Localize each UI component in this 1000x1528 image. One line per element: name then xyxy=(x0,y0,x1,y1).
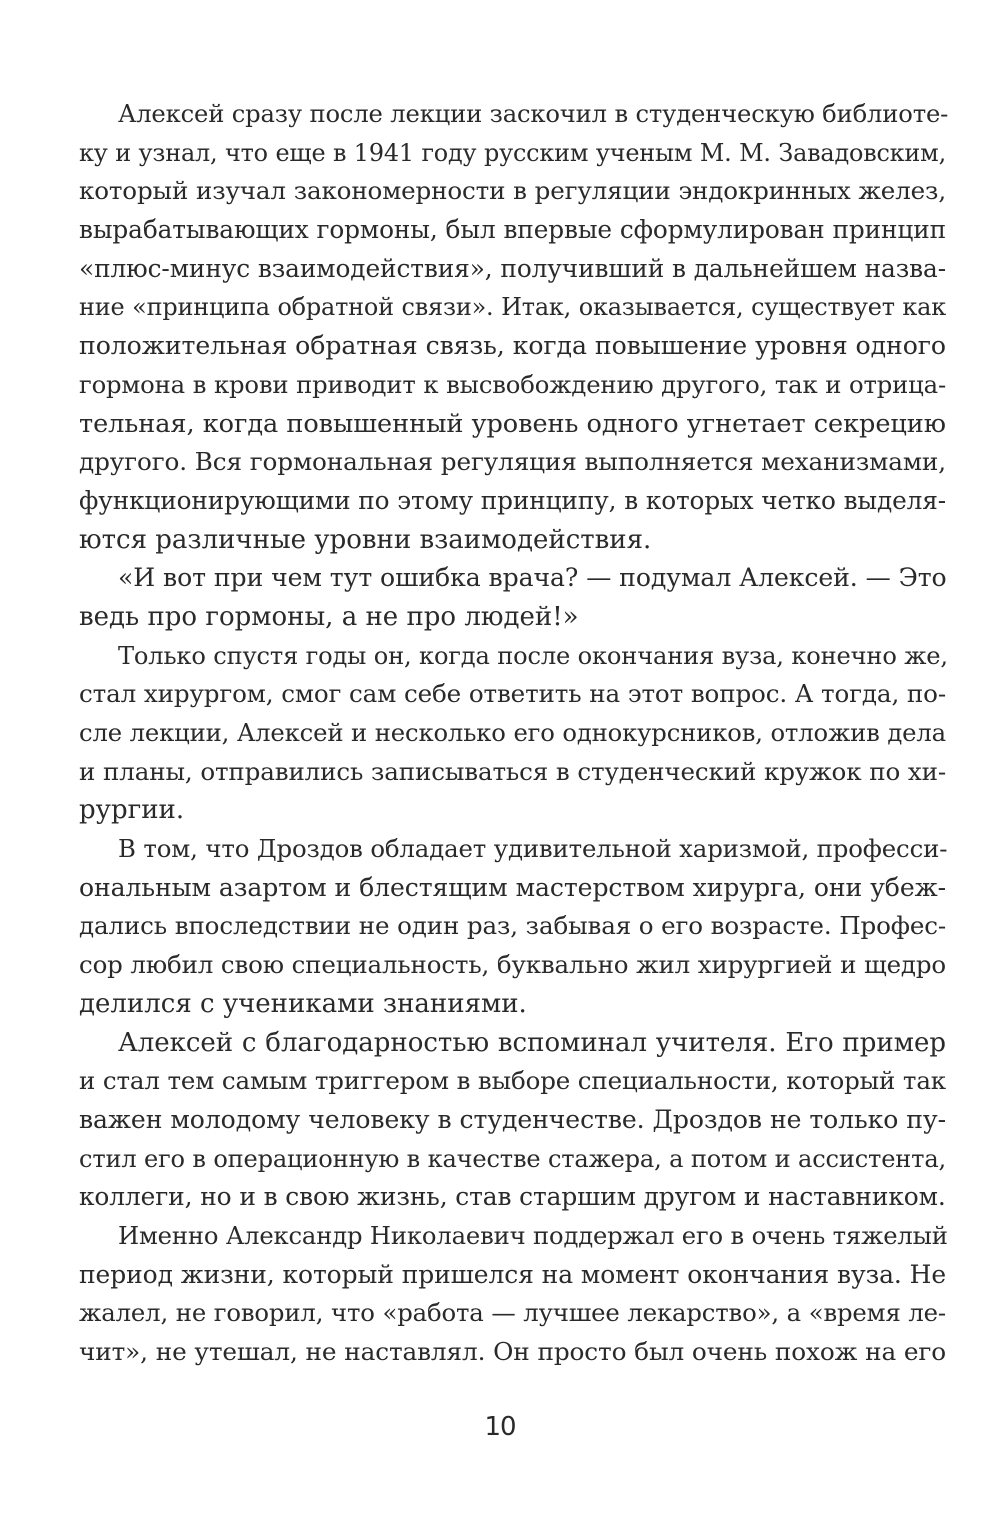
paragraph xyxy=(79,637,946,830)
text-line: тельная, когда повышенный уровень одного угнетает секрецию xyxy=(79,408,946,439)
text-line: коллеги, но и в свою жизнь, став старшим другом и наставником. xyxy=(79,1182,946,1212)
body-text xyxy=(79,95,949,1372)
text-line: Только спустя годы он, когда после окончания вуза, конечно же, xyxy=(118,641,948,670)
paragraph xyxy=(79,95,949,559)
paragraph xyxy=(79,1024,946,1217)
text-line: положительная обратная связь, когда повышение уровня одного xyxy=(79,331,946,361)
text-line: период жизни, который пришелся на момент окончания вуза. Не xyxy=(79,1259,946,1289)
paragraph xyxy=(79,559,946,636)
text-line: чит», не утешал, не наставлял. Он просто был очень похож на его xyxy=(79,1337,946,1366)
text-line: вырабатывающих гормоны, был впервые сформулирован принцип xyxy=(79,215,946,245)
page-number: 10 xyxy=(484,1412,516,1442)
text-line: рургии. xyxy=(79,795,185,826)
text-line: важен молодому человеку в студенчестве. Дроздов не только пу- xyxy=(79,1104,946,1134)
text-line: ются различные уровни взаимодействия. xyxy=(79,524,652,555)
text-line: сор любил свою специальность, буквально жил хирургией и щедро xyxy=(79,950,946,980)
text-line: который изучал закономерности в регуляции эндокринных желез, xyxy=(79,176,946,206)
text-line: делился с учениками знаниями. xyxy=(79,988,527,1019)
text-line: дались впоследствии не один раз, забывая о его возрасте. Профес- xyxy=(79,911,946,941)
paragraph xyxy=(79,1217,946,1372)
text-line: Алексей с благодарностью вспоминал учителя. Его пример xyxy=(118,1027,946,1058)
text-line: стил его в операционную в качестве стажера, а потом и ассистента, xyxy=(79,1144,946,1173)
text-line: жалел, не говорил, что «работа — лучшее лекарство», а «время ле- xyxy=(79,1298,946,1328)
text-line: и планы, отправились записываться в студенческий кружок по хи- xyxy=(79,756,946,786)
text-line: сле лекции, Алексей и несколько его однокурсников, отложив дела xyxy=(79,718,946,747)
paragraph xyxy=(79,830,946,1023)
text-line: стал хирургом, смог сам себе ответить на этот вопрос. А тогда, по- xyxy=(79,679,946,709)
text-line: В том, что Дроздов обладает удивительной харизмой, професси- xyxy=(118,834,948,864)
text-line: «плюс-минус взаимодействия», получивший в дальнейшем назва- xyxy=(79,253,946,283)
text-line: Алексей сразу после лекции заскочил в студенческую библиоте- xyxy=(118,99,949,128)
text-line: ку и узнал, что еще в 1941 году русским ученым М. М. Завадовским, xyxy=(79,138,946,167)
text-line: Именно Александр Николаевич поддержал его в очень тяжелый xyxy=(118,1220,948,1250)
text-line: функционирующими по этому принципу, в которых четко выделя- xyxy=(79,485,946,515)
text-line: «И вот при чем тут ошибка врача? — подумал Алексей. — Это xyxy=(118,563,947,593)
text-line: гормона в крови приводит к высвобождению другого, так и отрица- xyxy=(79,369,946,399)
text-line: ние «принципа обратной связи». Итак, оказывается, существует как xyxy=(79,293,946,322)
text-line: другого. Вся гормональная регуляция выполняется механизмами, xyxy=(79,447,946,477)
text-line: ведь про гормоны, а не про людей!» xyxy=(79,601,579,632)
text-line: и стал тем самым триггером в выборе специальности, который так xyxy=(79,1066,946,1096)
text-line: ональным азартом и блестящим мастерством хирурга, они убеж- xyxy=(79,872,946,902)
